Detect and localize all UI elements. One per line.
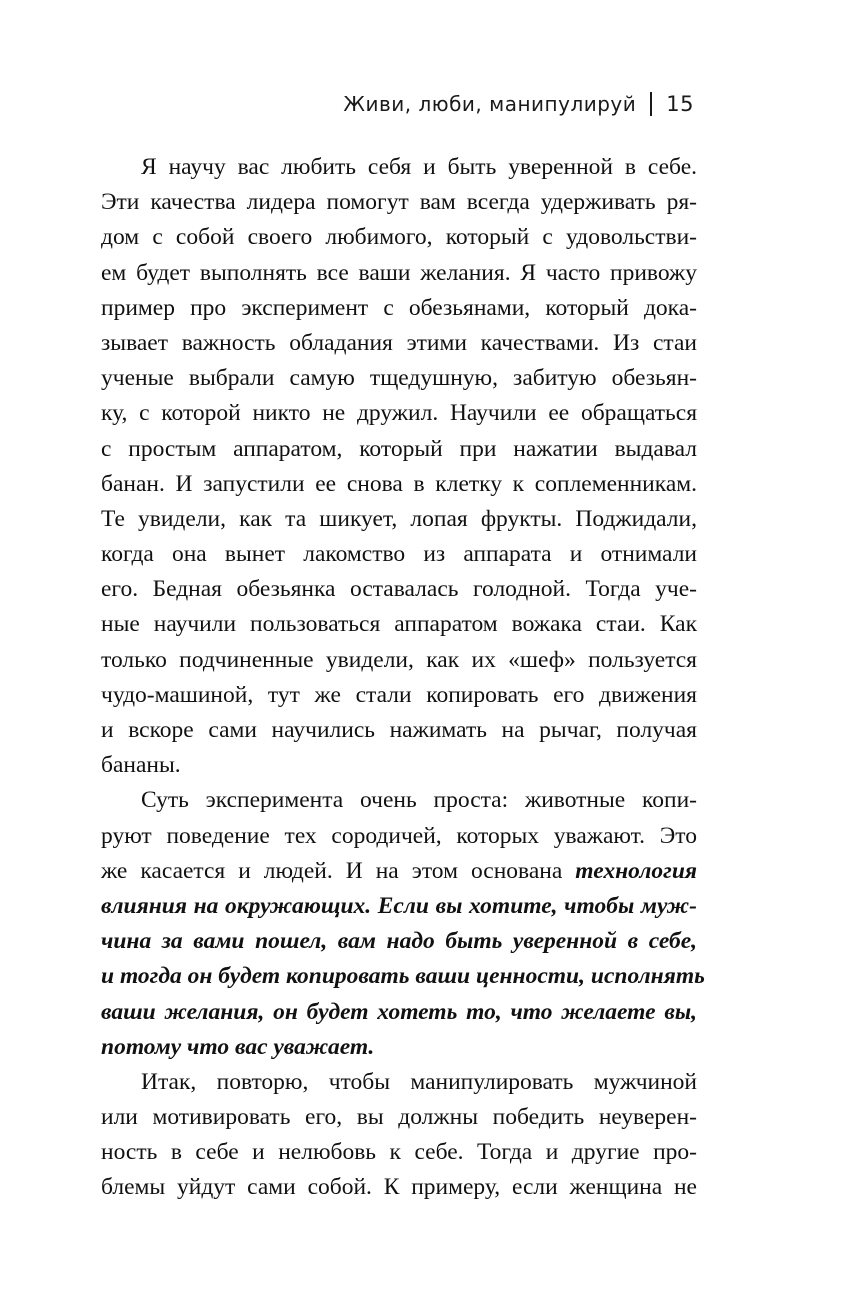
text-line: пример про эксперимент с обезьянами, который дока- xyxy=(101,294,697,321)
text-line: ученые выбрали самую тщедушную, забитую обезьян- xyxy=(101,365,697,392)
text-line: когда она вынет лакомство из аппарата и отнимали xyxy=(101,541,697,568)
text-line: его. Бедная обезьянка оставалась голодной. Тогда уче- xyxy=(101,576,697,603)
text-line: ем будет выполнять все ваши желания. Я часто привожу xyxy=(101,259,697,286)
text-line: ность в себе и нелюбовь к себе. Тогда и другие про- xyxy=(101,1139,697,1166)
text-line: только подчиненные увидели, как их «шеф» пользуется xyxy=(101,646,697,673)
paragraph-1 xyxy=(101,150,697,783)
text-line: чудо-машиной, тут же стали копировать его движения xyxy=(101,681,697,708)
text-line: Те увидели, как та шикует, лопая фрукты. Поджидали, xyxy=(101,505,697,532)
text-line: Итак, повторю, чтобы манипулировать мужчиной xyxy=(141,1068,697,1095)
page-number: 15 xyxy=(666,92,694,116)
text-line: зывает важность обладания этими качествами. Из стаи xyxy=(101,329,697,356)
emphasis-line: потому что вас уважает. xyxy=(101,1033,375,1060)
text-line: Я научу вас любить себя и быть уверенной в себе. xyxy=(141,154,697,180)
emphasis-run: технология xyxy=(575,857,697,884)
text-line: Эти качества лидера помогут вам всегда удерживать ря- xyxy=(101,189,697,216)
emphasis-line: влияния на окружающих. Если вы хотите, чтобы муж- xyxy=(101,892,697,919)
text-line: или мотивировать его, вы должны победить неуверен- xyxy=(101,1104,697,1131)
running-header xyxy=(343,92,694,116)
paragraph-2 xyxy=(101,783,705,1065)
emphasis-line: и тогда он будет копировать ваши ценности, исполнять xyxy=(101,963,705,990)
text-run: же касается и людей. И на этом основана xyxy=(101,857,576,884)
text-line: с простым аппаратом, который при нажатии выдавал xyxy=(101,435,697,462)
emphasis-line: ваши желания, он будет хотеть то, что желаете вы, xyxy=(101,998,697,1025)
text-line: руют поведение тех сородичей, которых уважают. Это xyxy=(101,822,697,849)
text-line: бананы. xyxy=(101,752,181,779)
text-line: и вскоре сами научились нажимать на рычаг, получая xyxy=(101,717,697,743)
text-line-mixed xyxy=(101,854,697,889)
emphasis-line: чина за вами пошел, вам надо быть уверенной в себе, xyxy=(101,928,697,955)
text-line: ные научили пользоваться аппаратом вожака стаи. Как xyxy=(101,611,697,638)
text-line: Суть эксперимента очень проста: животные копи- xyxy=(141,787,697,814)
text-line: дом с собой своего любимого, который с удовольстви- xyxy=(101,224,697,251)
book-title: Живи, люби, манипулируй xyxy=(343,92,637,116)
text-line: ку, с которой никто не дружил. Научили ее обращаться xyxy=(101,400,697,427)
text-line: банан. И запустили ее снова в клетку к соплеменникам. xyxy=(101,470,697,497)
header-separator xyxy=(650,92,652,116)
text-line: блемы уйдут сами собой. К примеру, если женщина не xyxy=(101,1174,697,1201)
body-text xyxy=(101,150,705,1206)
paragraph-3 xyxy=(101,1065,697,1206)
